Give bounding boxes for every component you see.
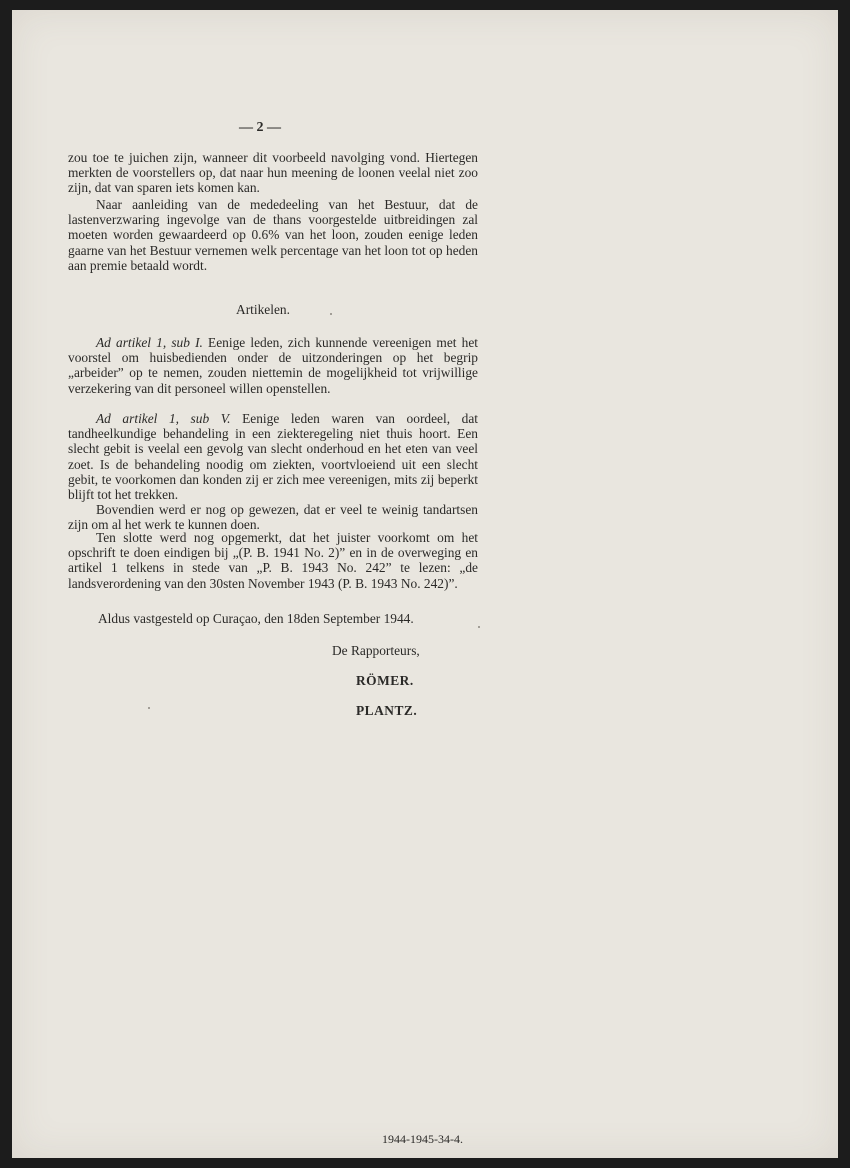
show-through-text bbox=[572, 128, 702, 318]
paper-speck bbox=[330, 313, 332, 315]
paragraph-1: zou toe te juichen zijn, wanneer dit voorbeeld navolging vond. Hiertegen merkten de voorstellers op, dat naar hun meening de loonen veelal niet zoo zijn, dat van sparen iets komen kan. bbox=[68, 150, 478, 196]
section-heading: Artikelen. bbox=[236, 302, 290, 317]
scan-border bbox=[838, 0, 850, 1168]
signature-romer: RÖMER. bbox=[356, 673, 414, 688]
article-5-text: Eenige leden waren van oordeel, dat tandheelkundige behandeling in een ziekteregeling niet thuis hoort. Een slecht gebit is veelal een gevolg van slecht onderhoud en het eten van veel zoet. Is de behandeling noodig om ziekten, voortvloeiend uit een slecht gebit, te voorkomen dan konden zij er zich mee vereenigen, mits zij beperkt blijft tot het trekken. bbox=[68, 411, 478, 503]
rapporteurs-label: De Rapporteurs, bbox=[332, 643, 420, 658]
signature-plantz: PLANTZ. bbox=[356, 703, 418, 718]
paper-speck bbox=[148, 707, 150, 709]
article-5-paragraph bbox=[68, 411, 478, 533]
article-5-extra: Bovendien werd er nog op gewezen, dat er veel te weinig tandartsen zijn om al het werk te kunnen doen. bbox=[68, 502, 478, 533]
paper-speck bbox=[478, 626, 480, 628]
page-number: — 2 — bbox=[239, 120, 281, 135]
final-paragraph: Ten slotte werd nog opgemerkt, dat het juister voorkomt om het opschrift te doen eindigen bij „(P. B. 1941 No. 2)” en in de overweging en artikel 1 telkens in stede van „P. B. 1943 No. 242” te lezen: „de landsverordening van den 30sten November 1943 (P. B. 1943 No. 242)”. bbox=[68, 530, 478, 591]
article-5-label: Ad artikel 1, sub V. bbox=[96, 411, 231, 426]
document-reference: 1944-1945-34-4. bbox=[382, 1132, 463, 1146]
document-page bbox=[12, 10, 838, 1158]
article-1-paragraph bbox=[68, 335, 478, 396]
article-1-label: Ad artikel 1, sub I. bbox=[96, 335, 203, 350]
paragraph-2: Naar aanleiding van de mededeeling van het Bestuur, dat de lastenverzwaring ingevolge van de thans voorgestelde uitbreidingen zal moeten worden gewaardeerd op 0.6% van het loon, zouden eenige leden gaarne van het Bestuur vernemen welk percentage van het loon tot op heden aan premie betaald wordt. bbox=[68, 197, 478, 273]
closing-line: Aldus vastgesteld op Curaçao, den 18den September 1944. bbox=[98, 611, 414, 626]
article-1-text: Eenige leden, zich kunnende vereenigen met het voorstel om huisbedienden onder de uitzonderingen op het begrip „arbeider” op te nemen, zouden niettemin de mogelijkheid tot vrijwillige verzekering van dit personeel willen openstellen. bbox=[68, 335, 478, 396]
